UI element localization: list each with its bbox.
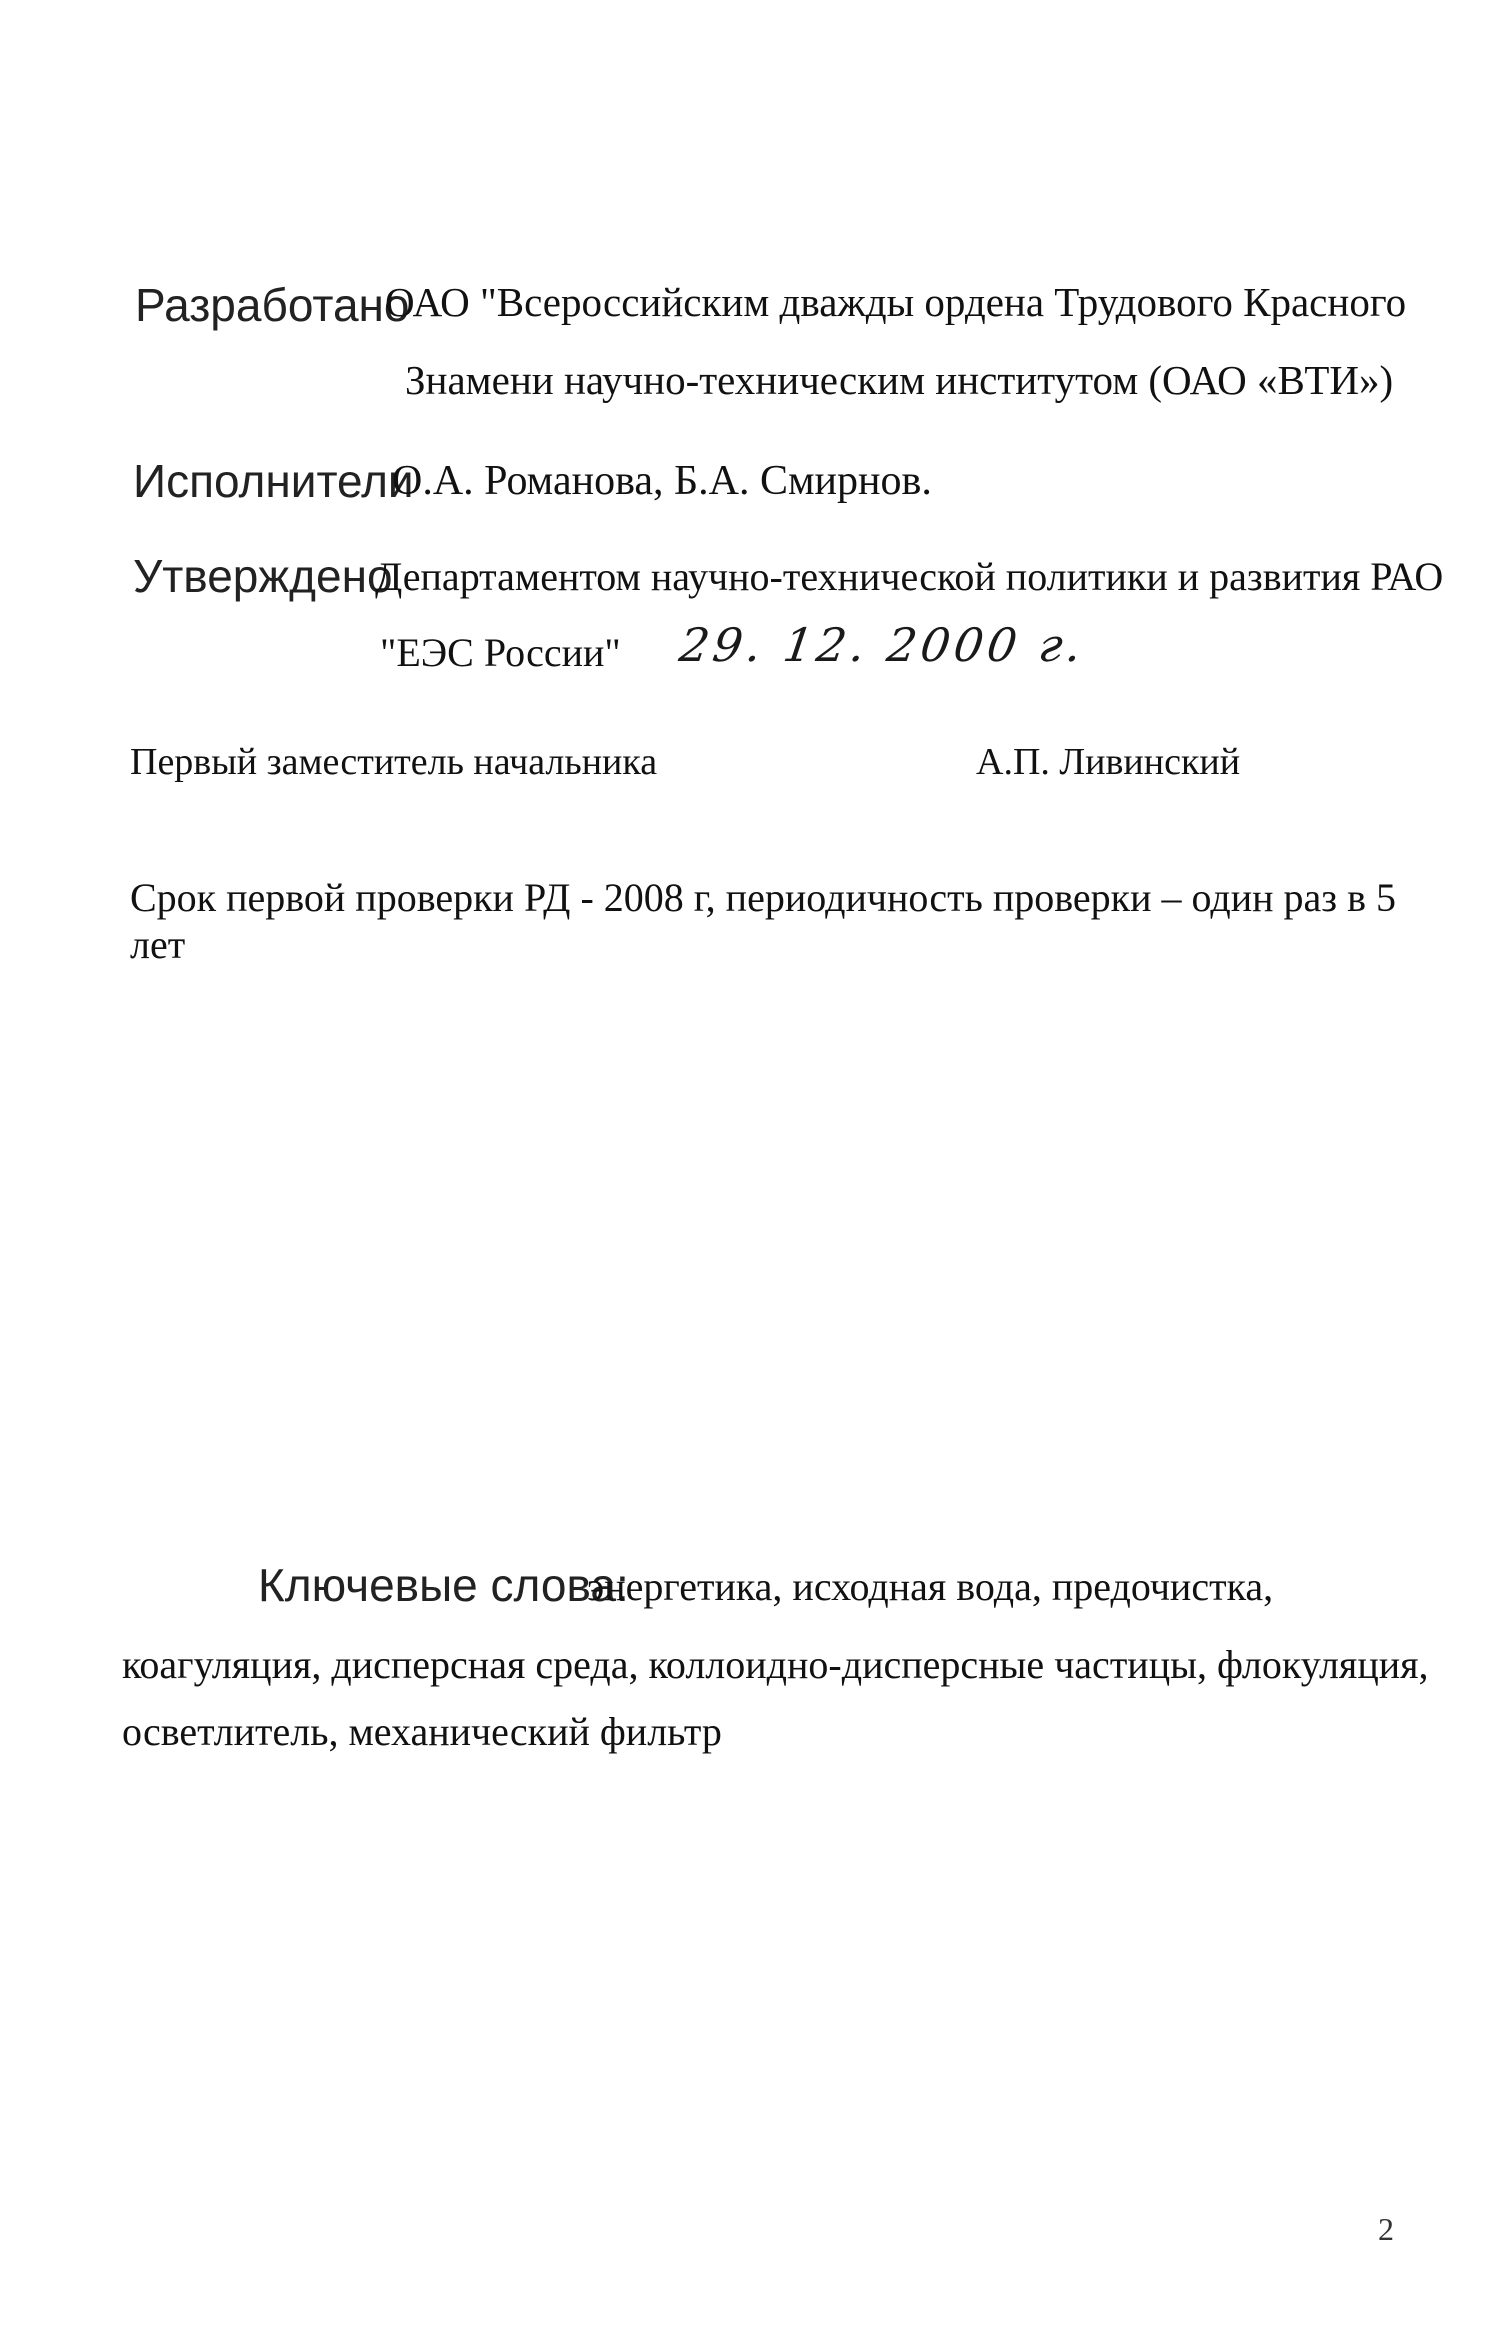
approved-date-handwritten: 29. 12. 2000 г.	[676, 618, 1089, 672]
keywords-label: Ключевые слова:	[258, 1559, 629, 1611]
signer-position: Первый заместитель начальника	[130, 741, 658, 783]
review-period-line-1: Срок первой проверки РД - 2008 г, периодичность проверки – один раз в 5	[130, 875, 1396, 920]
approved-org-line-1: Департаментом научно-технической политики и развития РАО	[375, 554, 1444, 599]
keywords-line-2: коагуляция, дисперсная среда, коллоидно-дисперсные частицы, флокуляция,	[122, 1642, 1429, 1687]
review-period-line-2: лет	[130, 922, 186, 967]
keywords-line-1: энергетика, исходная вода, предочистка,	[587, 1564, 1274, 1609]
executors-label: Исполнители	[133, 455, 414, 507]
page-number: 2	[1378, 2211, 1394, 2247]
developed-label: Разработано	[135, 279, 410, 331]
executors-names: О.А. Романова, Б.А. Смирнов.	[392, 458, 932, 504]
developed-org-line-2: Знамени научно-техническим институтом (ОАО «ВТИ»)	[405, 357, 1394, 403]
developed-org-line-1: ОАО "Всероссийским дважды ордена Трудового Красного	[385, 279, 1407, 325]
approved-org-line-2: "ЕЭС России"	[380, 630, 621, 675]
approved-label: Утверждено	[133, 550, 393, 602]
signer-name: А.П. Ливинский	[976, 741, 1241, 783]
keywords-line-3: осветлитель, механический фильтр	[122, 1709, 722, 1754]
